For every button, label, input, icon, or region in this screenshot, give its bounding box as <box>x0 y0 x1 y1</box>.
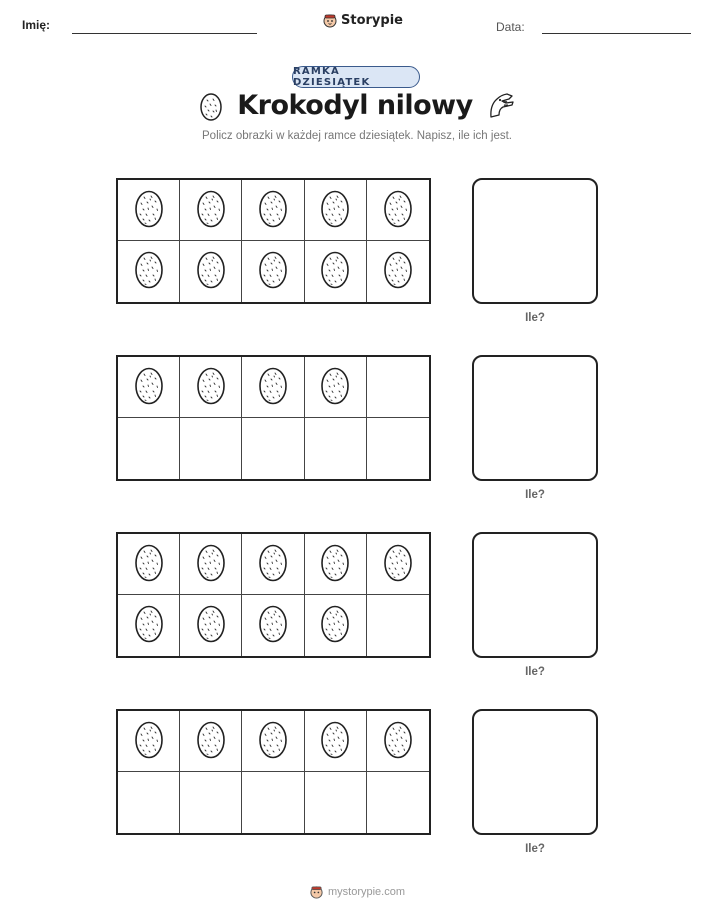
ten-frame-cell <box>305 241 367 302</box>
egg-icon <box>383 719 413 764</box>
ten-frame-cell <box>180 357 242 418</box>
egg-icon <box>320 188 350 233</box>
ten-frame-cell <box>367 418 429 479</box>
ten-frame-cell <box>242 418 304 479</box>
ten-frame-3 <box>116 532 431 658</box>
answer-box-3[interactable] <box>472 532 598 658</box>
answer-label: Ile? <box>525 489 545 501</box>
crocodile-head-icon <box>487 91 515 121</box>
ten-frame-cell <box>118 711 180 772</box>
egg-icon <box>134 365 164 410</box>
egg-icon <box>320 542 350 587</box>
egg-icon <box>320 249 350 294</box>
egg-icon <box>383 542 413 587</box>
ten-frame-cell <box>305 595 367 656</box>
egg-icon <box>196 542 226 587</box>
instructions: Policz obrazki w każdej ramce dziesiątek. Napisz, ile ich jest. <box>202 130 512 142</box>
ten-frame-cell <box>180 180 242 241</box>
brand-logo <box>322 12 403 28</box>
egg-icon <box>258 188 288 233</box>
ten-frame-cell <box>305 772 367 833</box>
ten-frame-cell <box>305 711 367 772</box>
answer-box-1[interactable] <box>472 178 598 304</box>
egg-icon <box>134 603 164 648</box>
answer-label: Ile? <box>525 666 545 678</box>
answer-label: Ile? <box>525 312 545 324</box>
ten-frame-cell <box>180 418 242 479</box>
worksheet-type-badge: RAMKA DZIESIĄTEK <box>292 66 420 88</box>
egg-icon <box>320 603 350 648</box>
name-line[interactable] <box>72 33 257 34</box>
footer-url: mystorypie.com <box>327 885 406 898</box>
title-row <box>0 90 714 121</box>
egg-icon <box>258 719 288 764</box>
ten-frame-cell <box>118 357 180 418</box>
answer-label: Ile? <box>525 843 545 855</box>
answer-box-4[interactable] <box>472 709 598 835</box>
name-label: Imię: <box>22 18 51 32</box>
ten-frame-cell <box>118 772 180 833</box>
ten-frame-cell <box>118 534 180 595</box>
ten-frame-cell <box>242 711 304 772</box>
egg-icon <box>196 249 226 294</box>
date-line[interactable] <box>542 33 691 34</box>
egg-icon <box>134 249 164 294</box>
egg-icon <box>196 603 226 648</box>
egg-icon <box>199 91 223 121</box>
date-label: Data: <box>496 20 525 34</box>
ten-frame-cell <box>118 241 180 302</box>
egg-icon <box>196 188 226 233</box>
egg-icon <box>383 188 413 233</box>
page-title: Krokodyl nilowy <box>237 90 473 121</box>
egg-icon <box>258 542 288 587</box>
ten-frame-cell <box>305 534 367 595</box>
ten-frame-cell <box>242 357 304 418</box>
egg-icon <box>320 365 350 410</box>
ten-frame-cell <box>242 241 304 302</box>
pie-mascot-icon <box>322 12 338 28</box>
egg-icon <box>134 719 164 764</box>
ten-frame-cell <box>242 180 304 241</box>
ten-frame-cell <box>180 241 242 302</box>
answer-box-2[interactable] <box>472 355 598 481</box>
ten-frame-cell <box>180 595 242 656</box>
ten-frame-cell <box>118 418 180 479</box>
ten-frame-cell <box>118 595 180 656</box>
ten-frame-cell <box>367 241 429 302</box>
egg-icon <box>258 365 288 410</box>
ten-frame-cell <box>180 772 242 833</box>
ten-frame-2 <box>116 355 431 481</box>
ten-frame-cell <box>367 772 429 833</box>
egg-icon <box>320 719 350 764</box>
ten-frame-cell <box>367 595 429 656</box>
ten-frame-cell <box>305 418 367 479</box>
egg-icon <box>383 249 413 294</box>
egg-icon <box>258 603 288 648</box>
egg-icon <box>196 719 226 764</box>
ten-frame-cell <box>367 357 429 418</box>
ten-frame-cell <box>367 534 429 595</box>
ten-frame-cell <box>367 711 429 772</box>
pie-mascot-icon <box>309 884 324 899</box>
ten-frame-cell <box>305 357 367 418</box>
ten-frame-cell <box>242 595 304 656</box>
egg-icon <box>134 188 164 233</box>
ten-frame-cell <box>242 534 304 595</box>
brand-name: Storypie <box>341 12 403 28</box>
ten-frame-cell <box>180 711 242 772</box>
ten-frame-1 <box>116 178 431 304</box>
ten-frame-cell <box>367 180 429 241</box>
ten-frame-cell <box>305 180 367 241</box>
egg-icon <box>258 249 288 294</box>
ten-frame-cell <box>118 180 180 241</box>
footer <box>0 884 714 899</box>
egg-icon <box>134 542 164 587</box>
ten-frame-cell <box>242 772 304 833</box>
ten-frame-cell <box>180 534 242 595</box>
ten-frame-4 <box>116 709 431 835</box>
egg-icon <box>196 365 226 410</box>
